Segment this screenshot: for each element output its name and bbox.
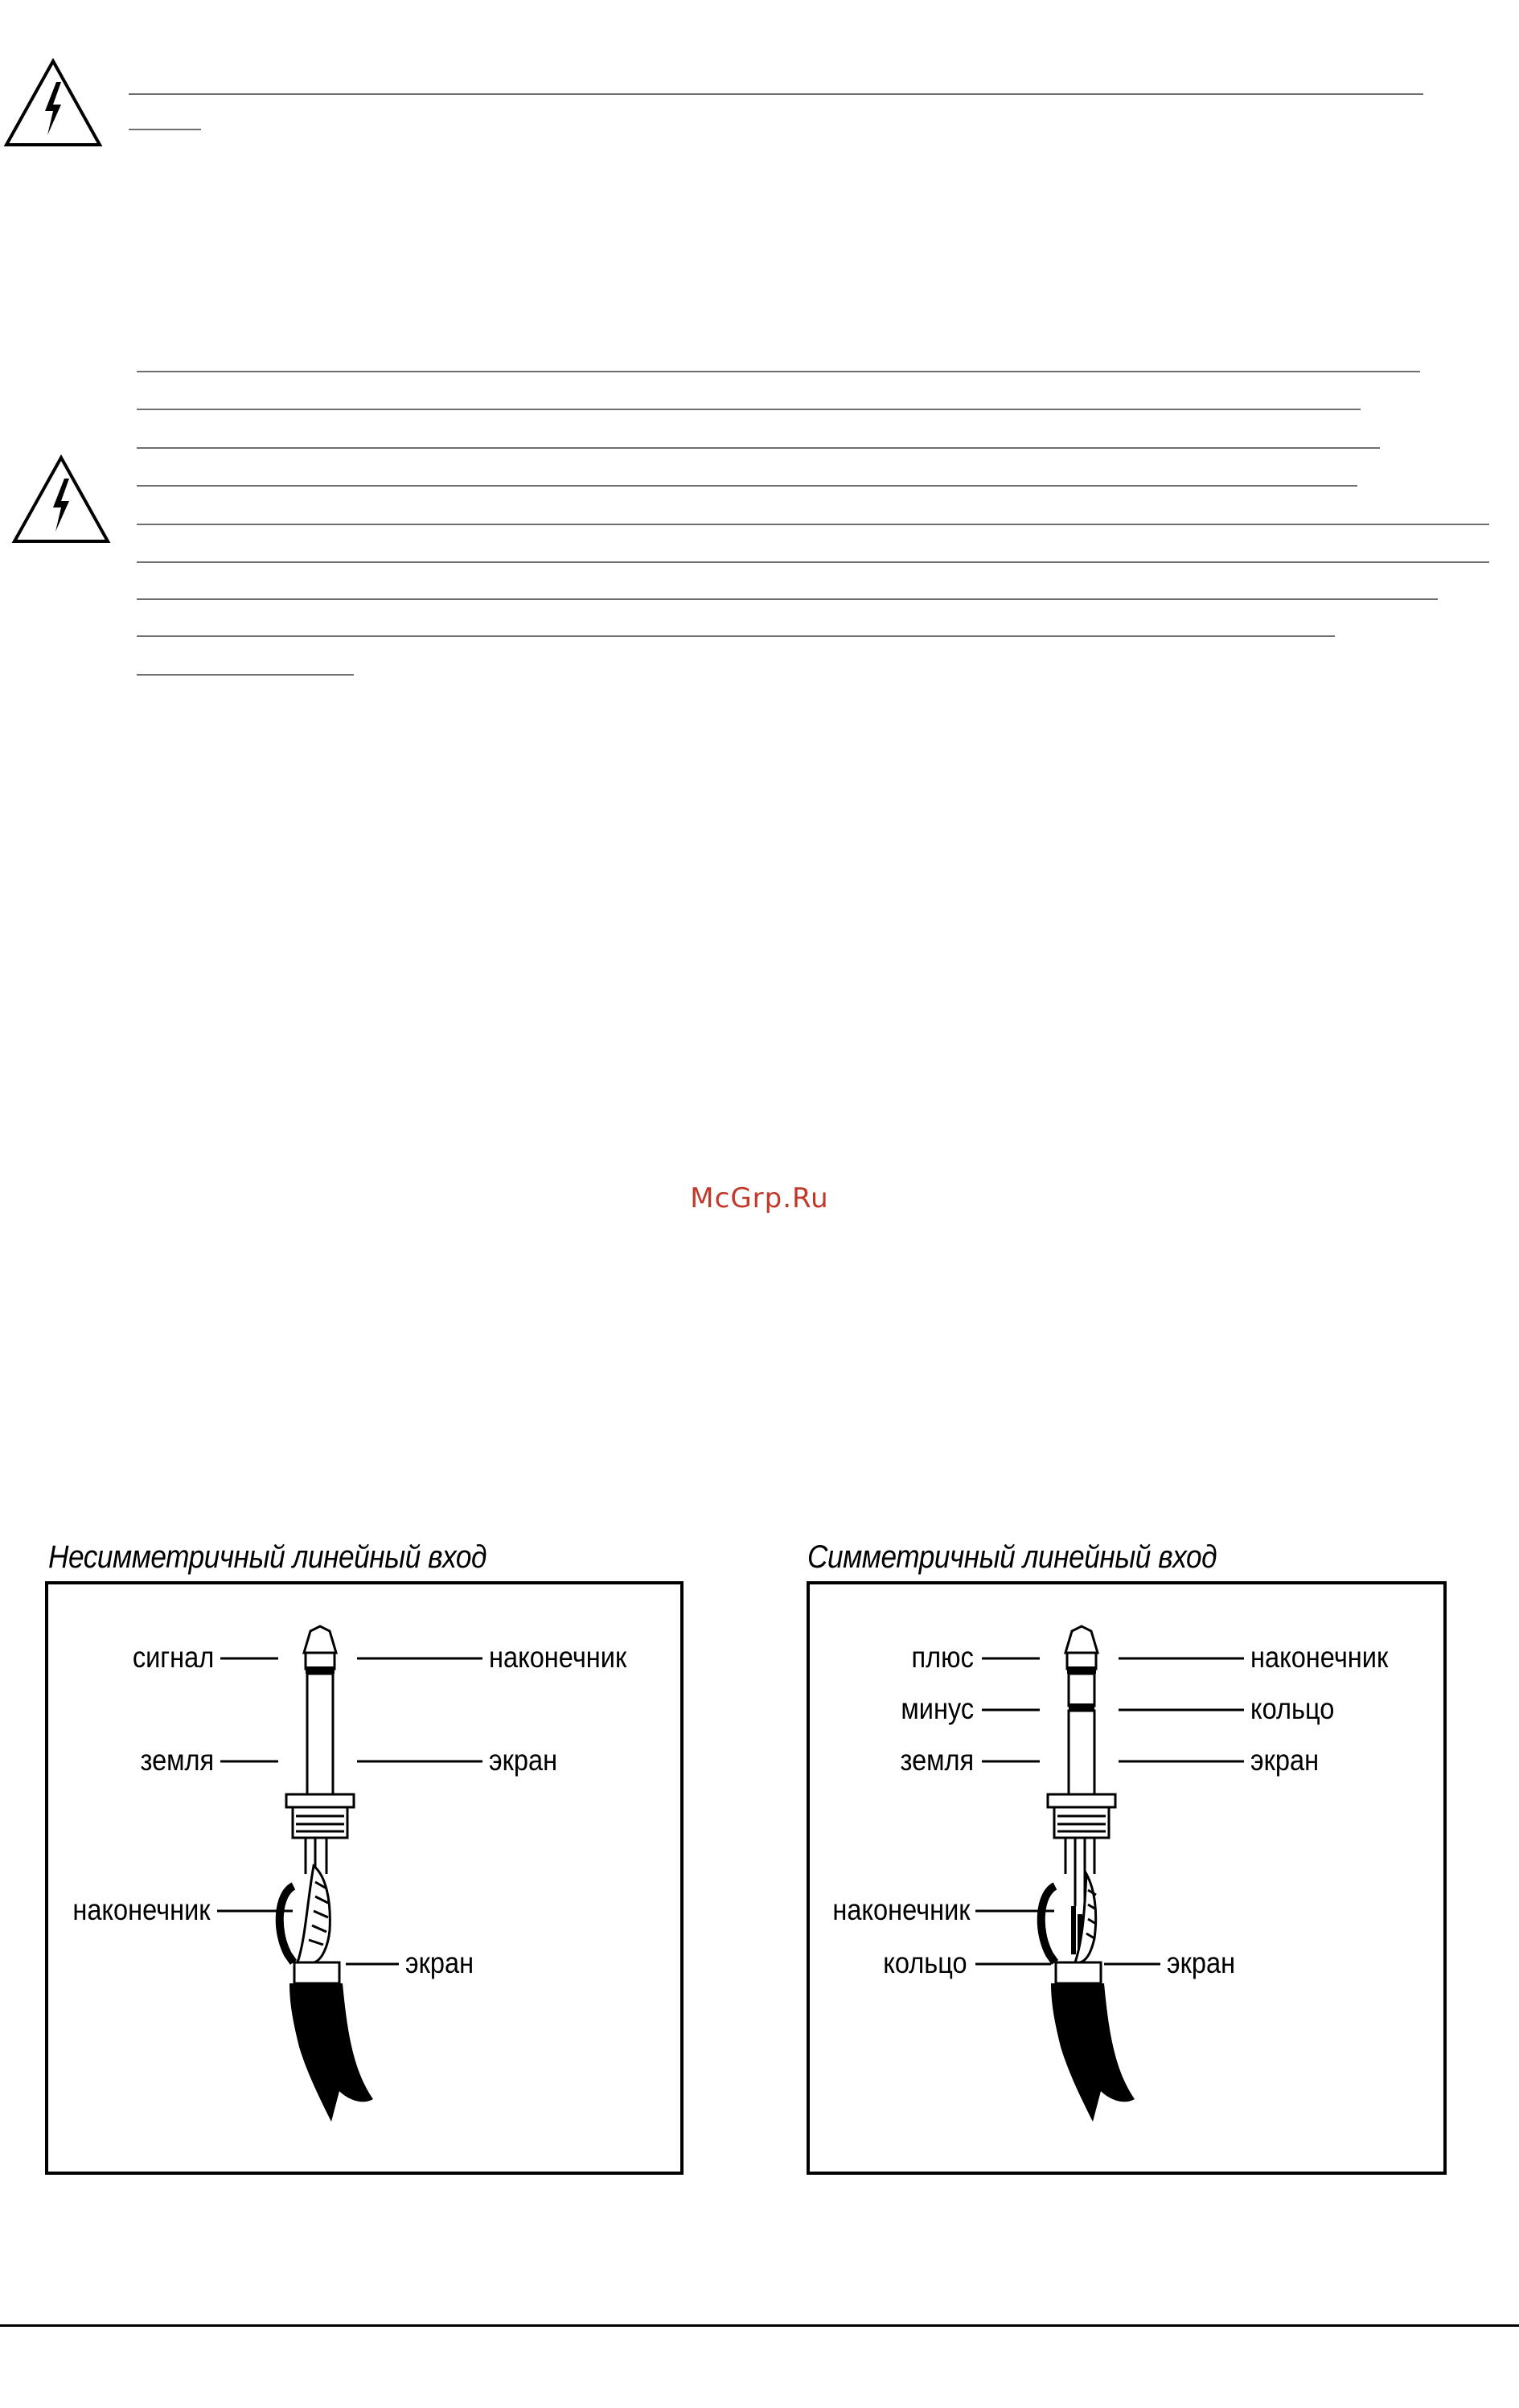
watermark: McGrp.Ru — [690, 1182, 829, 1214]
label-ring: кольцо — [1250, 1692, 1335, 1725]
label-plus: плюс — [911, 1641, 974, 1674]
redacted-text-line — [137, 635, 1335, 637]
redacted-text-line — [137, 598, 1438, 600]
redacted-text-line — [137, 371, 1420, 372]
redacted-text-line — [137, 674, 354, 676]
unbalanced-figure-box — [45, 1581, 684, 2175]
label-shield: экран — [1250, 1744, 1320, 1777]
label-wire-tip: наконечник — [832, 1893, 971, 1926]
balanced-figure-box — [807, 1581, 1447, 2175]
electric-shock-warning-icon — [11, 454, 111, 544]
redacted-text-line — [137, 409, 1361, 410]
electric-shock-warning-icon — [3, 58, 103, 148]
label-ground: земля — [140, 1744, 214, 1777]
redacted-text-line — [137, 485, 1357, 487]
label-minus: минус — [901, 1692, 974, 1725]
redacted-text-line — [129, 93, 1423, 95]
redacted-text-line — [129, 129, 201, 130]
redacted-text-line — [137, 561, 1489, 563]
redacted-text-line — [137, 447, 1380, 449]
balanced-figure-title: Симметричный линейный вход — [807, 1539, 1217, 1575]
label-shield: экран — [489, 1744, 558, 1777]
label-wire-tip: наконечник — [72, 1893, 211, 1926]
label-signal: сигнал — [132, 1641, 214, 1674]
label-tip: наконечник — [1250, 1641, 1389, 1674]
footer-rule — [0, 2324, 1519, 2327]
redacted-text-line — [137, 524, 1489, 525]
label-ground: земля — [900, 1744, 974, 1777]
label-wire-shield: экран — [405, 1946, 474, 1979]
label-wire-ring: кольцо — [883, 1946, 967, 1979]
label-wire-shield: экран — [1167, 1946, 1236, 1979]
label-tip: наконечник — [489, 1641, 627, 1674]
unbalanced-figure-title: Несимметричный линейный вход — [48, 1539, 487, 1575]
